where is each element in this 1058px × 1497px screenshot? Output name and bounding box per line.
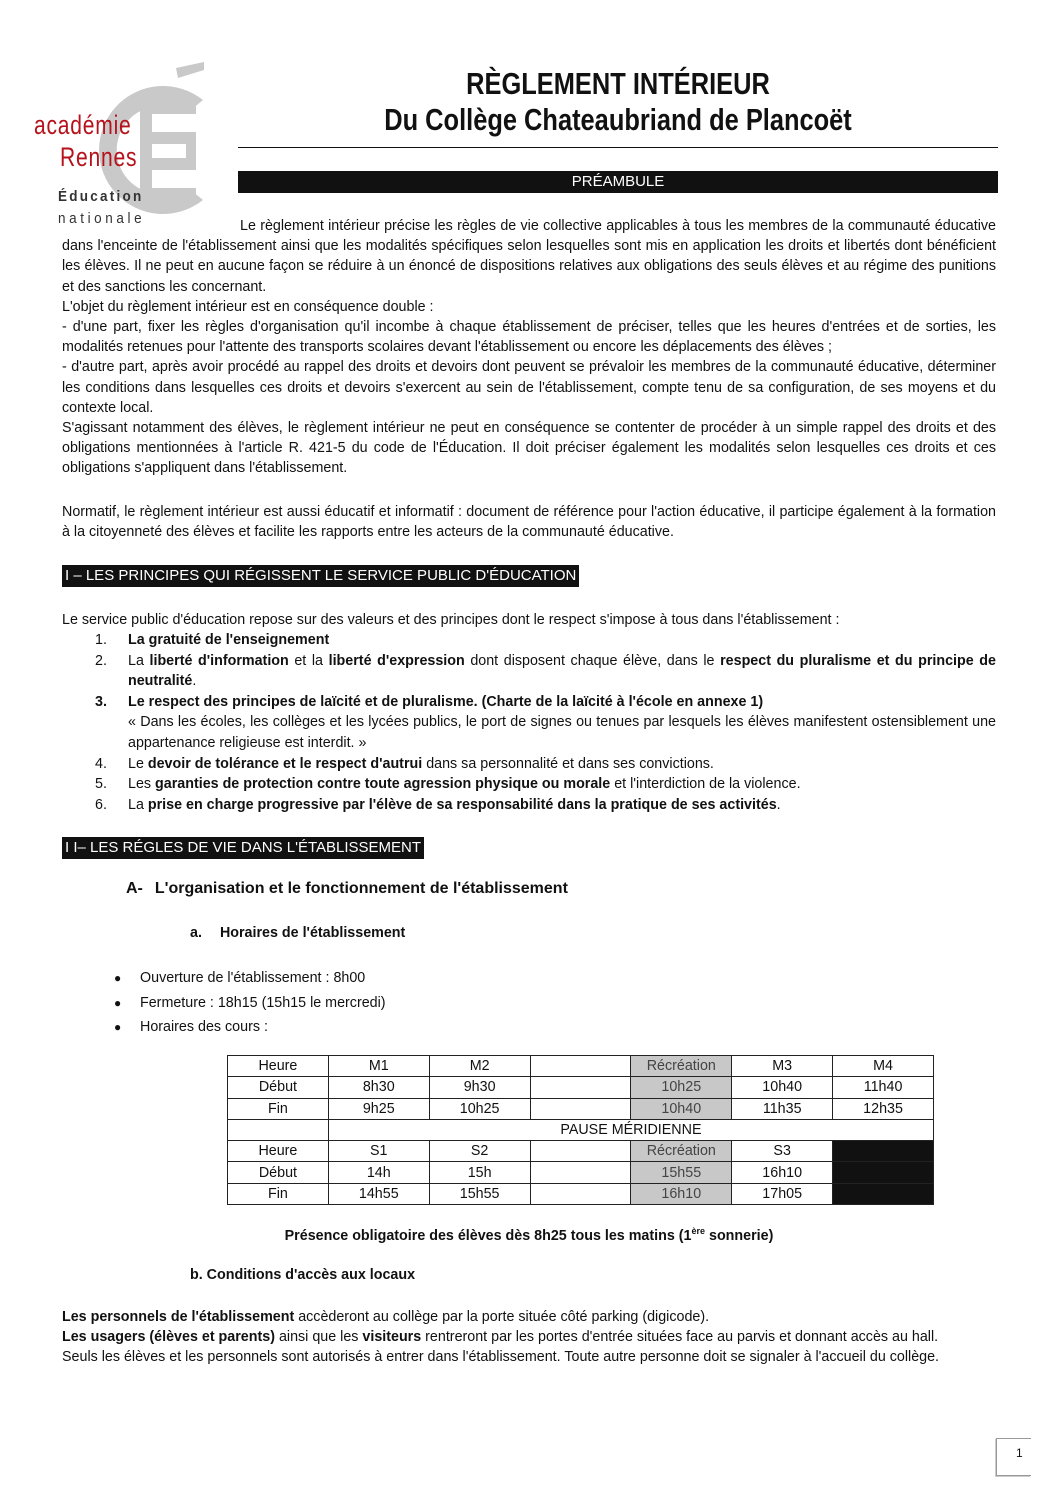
- table-row: Heure M1 M2 Récréation M3 M4: [228, 1056, 934, 1077]
- section-1-heading: I – LES PRINCIPES QUI RÉGISSENT LE SERVICE PUBLIC D'ÉDUCATION: [62, 565, 579, 587]
- section-2-heading: I I– LES RÉGLES DE VIE DANS L'ÉTABLISSEMENT: [62, 837, 424, 859]
- principles-list: [62, 630, 996, 815]
- table-row: [228, 1119, 934, 1140]
- access-line-2: Les usagers (élèves et parents) ainsi que les visiteurs rentreront par les portes d'entrée situées face au parvis et donnant accès au hall.: [62, 1329, 939, 1346]
- table-row: Fin 9h25 10h25 10h40 11h35 12h35: [228, 1098, 934, 1119]
- access-paragraph: [62, 1307, 996, 1368]
- logo-word-academie: académie: [34, 110, 132, 140]
- title-line-1: RÈGLEMENT INTÉRIEUR: [466, 66, 770, 101]
- table-row: Fin 14h55 15h55 16h10 17h05: [228, 1183, 934, 1204]
- preamble-paragraph-1: Le règlement intérieur précise les règles de vie collective applicables à tous les membres de la communauté éducative dans l'enceinte de l'établissement ainsi que les modalités spécifiques selon lesquelles sont mis en application les droits et libertés dont bénéficient les élèves. Il ne peut en aucune façon se réduire à un énoncé de dispositions relatives aux obligations des seuls élèves et au régime des punitions et des sanctions les concernant.: [62, 218, 996, 295]
- table-row: Heure S1 S2 Récréation S3: [228, 1141, 934, 1162]
- section-1-intro: Le service public d'éducation repose sur des valeurs et des principes dont le respect s'impose à tous dans l'établissement :: [62, 612, 840, 628]
- list-item: 6. La prise en charge progressive par l'élève de sa responsabilité dans la pratique de ses activités.: [95, 796, 781, 813]
- hours-bullet-list: [114, 966, 386, 1040]
- preamble-paragraph-6: Normatif, le règlement intérieur est aussi éducatif et informatif : document de référence pour l'action éducative, il participe également à la formation à la citoyenneté des élèves et facilite les rapports entre les acteurs de la communauté éducative.: [62, 504, 996, 541]
- table-row: Début 8h30 9h30 10h25 10h40 11h40: [228, 1077, 934, 1098]
- bullet-icon: ●: [114, 995, 122, 1010]
- document-title: [238, 66, 998, 138]
- preamble-paragraph-2: L'objet du règlement intérieur est en conséquence double :: [62, 298, 434, 315]
- timetable: [227, 1055, 934, 1205]
- preamble-body: [62, 216, 996, 479]
- list-item: 2. La liberté d'information et la liberté d'expression dont disposent chaque élève, dans le respect du pluralisme et du principe de neutralité.: [95, 652, 996, 690]
- list-item: ● Horaires des cours :: [114, 1015, 386, 1040]
- lunch-break-cell: PAUSE MÉRIDIENNE: [328, 1119, 933, 1140]
- list-item: 4. Le devoir de tolérance et le respect d'autrui dans sa personnalité et dans ses convictions.: [95, 755, 714, 772]
- page-number-box: [996, 1438, 1031, 1476]
- list-item: 3. Le respect des principes de laïcité et de pluralisme. (Charte de la laïcité à l'école en annexe 1) « Dans les écoles, les collèges et les lycées publics, le port de signes ou tenues par lesquels les élèves manifestent ostensiblement une appartenance religieuse est interdit. »: [95, 693, 996, 751]
- subsection-a-heading: A- L'organisation et le fonctionnement de l'établissement: [126, 880, 568, 897]
- laicite-quote: « Dans les écoles, les collèges et les lycées publics, le port de signes ou tenues par lesquels les élèves manifestent ostensiblement une appartenance religieuse est interdit. »: [128, 714, 996, 751]
- preamble-heading: PRÉAMBULE: [238, 171, 998, 193]
- table-row: Début 14h 15h 15h55 16h10: [228, 1162, 934, 1183]
- preamble-paragraph-5: S'agissant notamment des élèves, le règlement intérieur ne peut en conséquence se contenter de procéder à un simple rappel des droits et des obligations mentionnées à l'article R. 421-5 du code de l'Éducation. Il doit préciser également les modalités selon lesquelles ces droits et ces obligations s'appliquent dans l'établissement.: [62, 420, 996, 477]
- preamble-paragraph-4: - d'autre part, après avoir procédé au rappel des droits et devoirs dont peuvent se prévaloir les membres de la communauté éducative, déterminer les conditions dans lesquelles ces droits et devoirs s'exercent au sein de l'établissement, compte tenu de sa configuration, de ses moyens et du contexte local.: [62, 359, 996, 416]
- presence-notice: Présence obligatoire des élèves dès 8h25 tous les matins (1ère sonnerie): [284, 1226, 774, 1244]
- title-divider: [238, 147, 998, 148]
- access-line-3: Seuls les élèves et les personnels sont autorisés à entrer dans l'établissement. Toute autre personne doit se signaler à l'accueil du collège.: [62, 1349, 940, 1366]
- list-item: ● Fermeture : 18h15 (15h15 le mercredi): [114, 991, 386, 1016]
- subsection-b-heading: b. Conditions d'accès aux locaux: [190, 1267, 416, 1283]
- list-item: 1. La gratuité de l'enseignement: [95, 632, 330, 648]
- title-line-2: Du Collège Chateaubriand de Plancoët: [384, 102, 852, 137]
- list-item: 5. Les garanties de protection contre toute agression physique ou morale et l'interdiction de la violence.: [95, 776, 801, 793]
- academie-rennes-logo: [28, 62, 228, 242]
- logo-sub-nationale: nationale: [58, 210, 146, 227]
- preamble-paragraph-3: - d'une part, fixer les règles d'organisation qu'il incombe à chaque établissement de préciser, telles que les heures d'entrées et de sorties, les modalités retenues pour l'attente des transports scolaires devant l'établissement ou encore les déplacements des élèves ;: [62, 319, 996, 356]
- logo-word-rennes: Rennes: [60, 142, 138, 172]
- access-line-1: Les personnels de l'établissement accèderont au collège par la porte située côté parking (digicode).: [62, 1309, 710, 1325]
- bullet-icon: ●: [114, 1020, 122, 1034]
- subsection-a-hours-heading: a. Horaires de l'établissement: [190, 925, 406, 941]
- bullet-icon: ●: [114, 971, 122, 985]
- logo-sub-education: Éducation: [58, 188, 144, 205]
- page-number: 1: [1016, 1446, 1023, 1460]
- list-item: ● Ouverture de l'établissement : 8h00: [114, 966, 386, 991]
